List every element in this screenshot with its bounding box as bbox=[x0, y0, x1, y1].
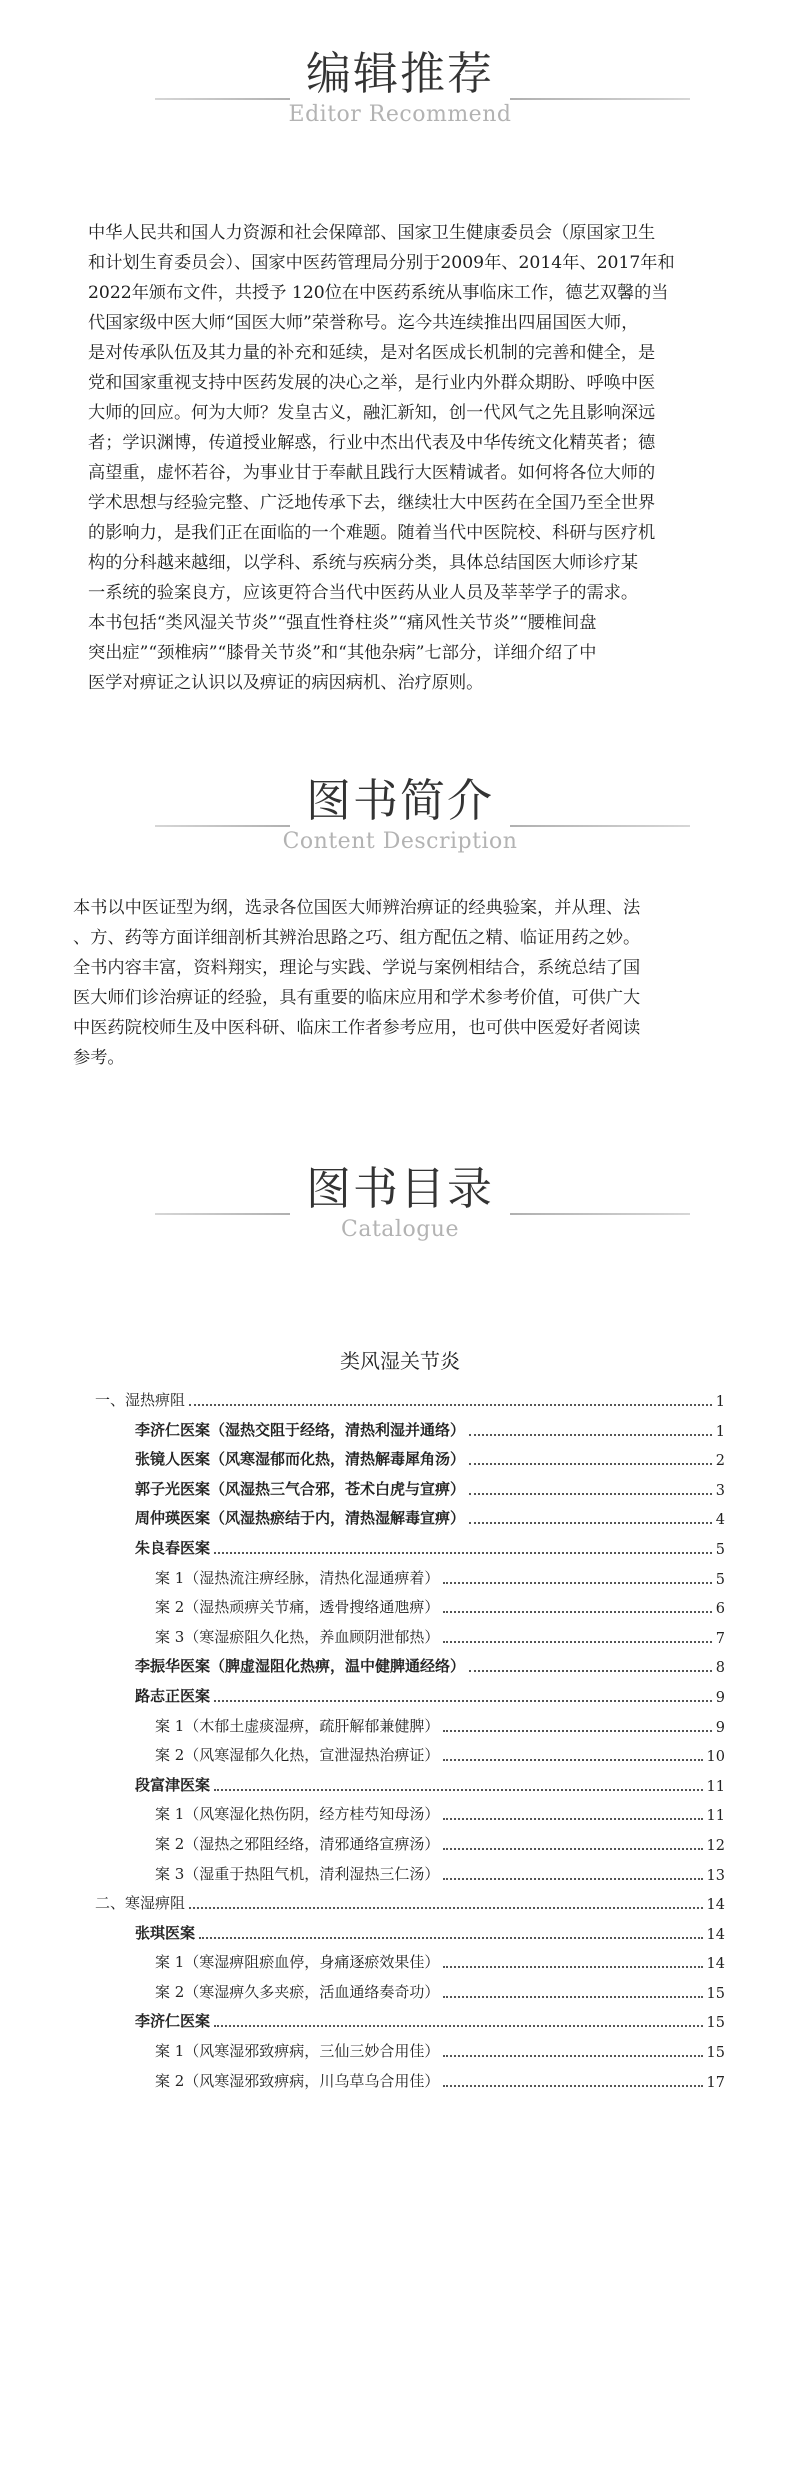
table-of-contents bbox=[95, 1385, 725, 2095]
toc-entry bbox=[95, 1622, 725, 1652]
text-line: 的影响力，是我们正在面临的一个难题。随着当代中医院校、科研与医疗机 bbox=[88, 523, 656, 543]
text-line: 一系统的验案良方，应该更符合当代中医药从业人员及莘莘学子的需求。 bbox=[88, 583, 639, 603]
toc-entry-title: 张琪医案 bbox=[135, 1923, 196, 1942]
toc-dot-leader bbox=[199, 1937, 703, 1939]
toc-page-number: 5 bbox=[715, 1541, 725, 1558]
toc-entry-title: 案 1（风寒湿邪致痹病，三仙三妙合用佳） bbox=[155, 2042, 440, 2061]
toc-entry bbox=[95, 1415, 725, 1445]
editor-recommend-text bbox=[88, 218, 716, 698]
toc-entry-title: 案 1（寒湿痹阻瘀血停，身痛逐瘀效果佳） bbox=[155, 1953, 440, 1972]
toc-entry-title: 周仲瑛医案（风湿热瘀结于内，清热湿解毒宣痹） bbox=[135, 1509, 466, 1528]
toc-page-number: 9 bbox=[715, 1719, 725, 1736]
text-line: 高望重，虚怀若谷，为事业甘于奉献且践行大医精诚者。如何将各位大师的 bbox=[88, 463, 656, 483]
toc-dot-leader bbox=[189, 1404, 712, 1406]
toc-dot-leader bbox=[443, 1848, 702, 1850]
toc-entry bbox=[95, 1474, 725, 1504]
toc-page-number: 15 bbox=[706, 2045, 725, 2062]
toc-page-number: 9 bbox=[715, 1689, 725, 1706]
catalogue-header bbox=[0, 1160, 800, 1250]
toc-entry bbox=[95, 2036, 725, 2066]
toc-page-number: 6 bbox=[715, 1601, 725, 1618]
toc-entry bbox=[95, 2066, 725, 2096]
text-line: 全书内容丰富，资料翔实，理论与实践、学说与案例相结合，系统总结了国 bbox=[73, 958, 641, 978]
toc-entry bbox=[95, 1770, 725, 1800]
toc-entry-title: 案 1（木郁土虚痰湿痹，疏肝解郁兼健脾） bbox=[155, 1716, 440, 1735]
toc-page-number: 17 bbox=[706, 2074, 725, 2091]
toc-dot-leader bbox=[443, 1818, 702, 1820]
toc-entry-title: 案 2（风寒湿郁久化热，宣泄湿热治痹证） bbox=[155, 1746, 440, 1765]
toc-entry-title: 案 1（湿热流注痹经脉，清热化湿通痹着） bbox=[155, 1568, 440, 1587]
toc-dot-leader bbox=[443, 1641, 711, 1643]
toc-dot-leader bbox=[443, 1966, 702, 1968]
toc-page-number: 13 bbox=[706, 1867, 725, 1884]
section-title: 编辑推荐 bbox=[305, 47, 494, 100]
text-line: 2022年颁布文件，共授予 120位在中医药系统从事临床工作，德艺双馨的当 bbox=[88, 283, 669, 303]
toc-entry bbox=[95, 1592, 725, 1622]
section-subtitle: Content Description bbox=[282, 829, 518, 854]
toc-page-number: 15 bbox=[706, 2015, 725, 2032]
toc-entry bbox=[95, 1503, 725, 1533]
toc-entry bbox=[95, 1711, 725, 1741]
toc-entry bbox=[95, 1829, 725, 1859]
toc-page-number: 1 bbox=[715, 1423, 725, 1440]
toc-page-number: 10 bbox=[706, 1749, 725, 1766]
toc-entry bbox=[95, 1740, 725, 1770]
toc-entry bbox=[95, 1385, 725, 1415]
toc-dot-leader bbox=[214, 1789, 703, 1791]
toc-entry bbox=[95, 1888, 725, 1918]
toc-entry-title: 路志正医案 bbox=[135, 1686, 211, 1705]
toc-entry bbox=[95, 1918, 725, 1948]
chapter-title: 类风湿关节炎 bbox=[340, 1349, 460, 1373]
toc-page-number: 12 bbox=[706, 1837, 725, 1854]
toc-entry-title: 张镜人医案（风寒湿郁而化热，清热解毒犀角汤） bbox=[135, 1450, 466, 1469]
text-line: 本书包括“类风湿关节炎”“强直性脊柱炎”“痛风性关节炎”“腰椎间盘 bbox=[88, 613, 597, 633]
toc-entry bbox=[95, 1799, 725, 1829]
toc-entry bbox=[95, 2006, 725, 2036]
toc-entry bbox=[95, 1444, 725, 1474]
toc-page-number: 4 bbox=[715, 1512, 725, 1529]
toc-dot-leader bbox=[189, 1907, 703, 1909]
toc-dot-leader bbox=[214, 2025, 703, 2027]
toc-entry-title: 案 2（风寒湿邪致痹病，川乌草乌合用佳） bbox=[155, 2071, 440, 2090]
toc-entry-title: 案 2（寒湿痹久多夹瘀，活血通络奏奇功） bbox=[155, 1982, 440, 2001]
toc-entry bbox=[95, 1977, 725, 2007]
toc-dot-leader bbox=[443, 2055, 702, 2057]
toc-entry-title: 郭子光医案（风湿热三气合邪，苍术白虎与宣痹） bbox=[135, 1479, 466, 1498]
section-title: 图书简介 bbox=[305, 774, 494, 827]
toc-page-number: 8 bbox=[715, 1660, 725, 1677]
toc-page-number: 15 bbox=[706, 1985, 725, 2002]
toc-page-number: 7 bbox=[715, 1630, 725, 1647]
text-line: 和计划生育委员会）、国家中医药管理局分别于2009年、2014年、2017年和 bbox=[88, 253, 675, 273]
toc-page-number: 14 bbox=[706, 1956, 725, 1973]
toc-entry-title: 段富津医案 bbox=[135, 1775, 211, 1794]
toc-page-number: 14 bbox=[706, 1926, 725, 1943]
text-line: 大师的回应。何为大师？发皇古义，融汇新知，创一代风气之先且影响深远 bbox=[88, 403, 656, 423]
toc-dot-leader bbox=[469, 1522, 712, 1524]
toc-entry bbox=[95, 1563, 725, 1593]
toc-page-number: 2 bbox=[715, 1453, 725, 1470]
toc-page-number: 5 bbox=[715, 1571, 725, 1588]
toc-dot-leader bbox=[469, 1493, 712, 1495]
toc-entry-title: 二、寒湿痹阻 bbox=[95, 1894, 186, 1913]
content-description-header bbox=[0, 772, 800, 862]
text-line: 参考。 bbox=[73, 1048, 125, 1068]
toc-dot-leader bbox=[214, 1700, 712, 1702]
text-line: 中华人民共和国人力资源和社会保障部、国家卫生健康委员会（原国家卫生 bbox=[88, 223, 656, 243]
toc-page-number: 1 bbox=[715, 1394, 725, 1410]
toc-entry-title: 朱良春医案 bbox=[135, 1538, 211, 1557]
toc-page-number: 14 bbox=[706, 1897, 725, 1914]
text-line: 突出症”“颈椎病”“膝骨关节炎”和“其他杂病”七部分，详细介绍了中 bbox=[88, 643, 597, 663]
toc-entry-title: 李济仁医案（湿热交阻于经络，清热利湿并通络） bbox=[135, 1420, 466, 1439]
section-subtitle: Editor Recommend bbox=[288, 102, 512, 127]
toc-page-number: 11 bbox=[706, 1808, 725, 1825]
toc-dot-leader bbox=[443, 1878, 702, 1880]
toc-entry-title: 一、湿热痹阻 bbox=[95, 1391, 186, 1409]
toc-dot-leader bbox=[443, 1611, 711, 1613]
toc-entry bbox=[95, 1947, 725, 1977]
toc-dot-leader bbox=[469, 1670, 712, 1672]
text-line: 中医药院校师生及中医科研、临床工作者参考应用，也可供中医爱好者阅读 bbox=[73, 1018, 641, 1038]
toc-page-number: 3 bbox=[715, 1482, 725, 1499]
text-line: 党和国家重视支持中医药发展的决心之举，是行业内外群众期盼、呼唤中医 bbox=[88, 373, 656, 393]
toc-entry-title: 案 1（风寒湿化热伤阴，经方桂芍知母汤） bbox=[155, 1805, 440, 1824]
toc-dot-leader bbox=[469, 1434, 712, 1436]
text-line: 者；学识渊博，传道授业解惑，行业中杰出代表及中华传统文化精英者；德 bbox=[88, 433, 656, 453]
toc-dot-leader bbox=[443, 1730, 711, 1732]
text-line: 是对传承队伍及其力量的补充和延续，是对名医成长机制的完善和健全，是 bbox=[88, 343, 656, 363]
content-description-text bbox=[73, 893, 733, 1073]
toc-dot-leader bbox=[443, 1582, 711, 1584]
toc-entry-title: 案 2（湿热顽痹关节痛，透骨搜络通虺痹） bbox=[155, 1598, 440, 1617]
text-line: 构的分科越来越细，以学科、系统与疾病分类，具体总结国医大师诊疗某 bbox=[88, 553, 639, 573]
toc-entry-title: 案 2（湿热之邪阻经络，清邪通络宣痹汤） bbox=[155, 1834, 440, 1853]
toc-page-number: 11 bbox=[706, 1778, 725, 1795]
toc-entry bbox=[95, 1681, 725, 1711]
toc-entry-title: 李济仁医案 bbox=[135, 2012, 211, 2031]
text-line: 本书以中医证型为纲，选录各位国医大师辨治痹证的经典验案，并从理、法 bbox=[73, 898, 641, 918]
toc-entry bbox=[95, 1651, 725, 1681]
text-line: 代国家级中医大师“国医大师”荣誉称号。迄今共连续推出四届国医大师， bbox=[88, 313, 639, 333]
toc-dot-leader bbox=[443, 1996, 702, 1998]
toc-entry-title: 案 3（寒湿瘀阻久化热，养血顾阴泄郁热） bbox=[155, 1627, 440, 1646]
toc-entry-title: 案 3（湿重于热阻气机，清利湿热三仁汤） bbox=[155, 1864, 440, 1883]
text-line: 医学对痹证之认识以及痹证的病因病机、治疗原则。 bbox=[88, 673, 484, 693]
section-subtitle: Catalogue bbox=[341, 1217, 459, 1242]
toc-dot-leader bbox=[443, 2085, 702, 2087]
editor-recommend-header bbox=[0, 45, 800, 135]
text-line: 、方、药等方面详细剖析其辨治思路之巧、组方配伍之精、临证用药之妙。 bbox=[73, 928, 641, 948]
toc-dot-leader bbox=[214, 1552, 712, 1554]
toc-dot-leader bbox=[469, 1463, 712, 1465]
toc-entry bbox=[95, 1533, 725, 1563]
section-title: 图书目录 bbox=[305, 1162, 494, 1215]
text-line: 学术思想与经验完整、广泛地传承下去，继续壮大中医药在全国乃至全世界 bbox=[88, 493, 656, 513]
text-line: 医大师们诊治痹证的经验，具有重要的临床应用和学术参考价值，可供广大 bbox=[73, 988, 641, 1008]
toc-dot-leader bbox=[443, 1759, 702, 1761]
toc-entry bbox=[95, 1859, 725, 1889]
toc-entry-title: 李振华医案（脾虚湿阻化热痹，温中健脾通经络） bbox=[135, 1657, 466, 1676]
